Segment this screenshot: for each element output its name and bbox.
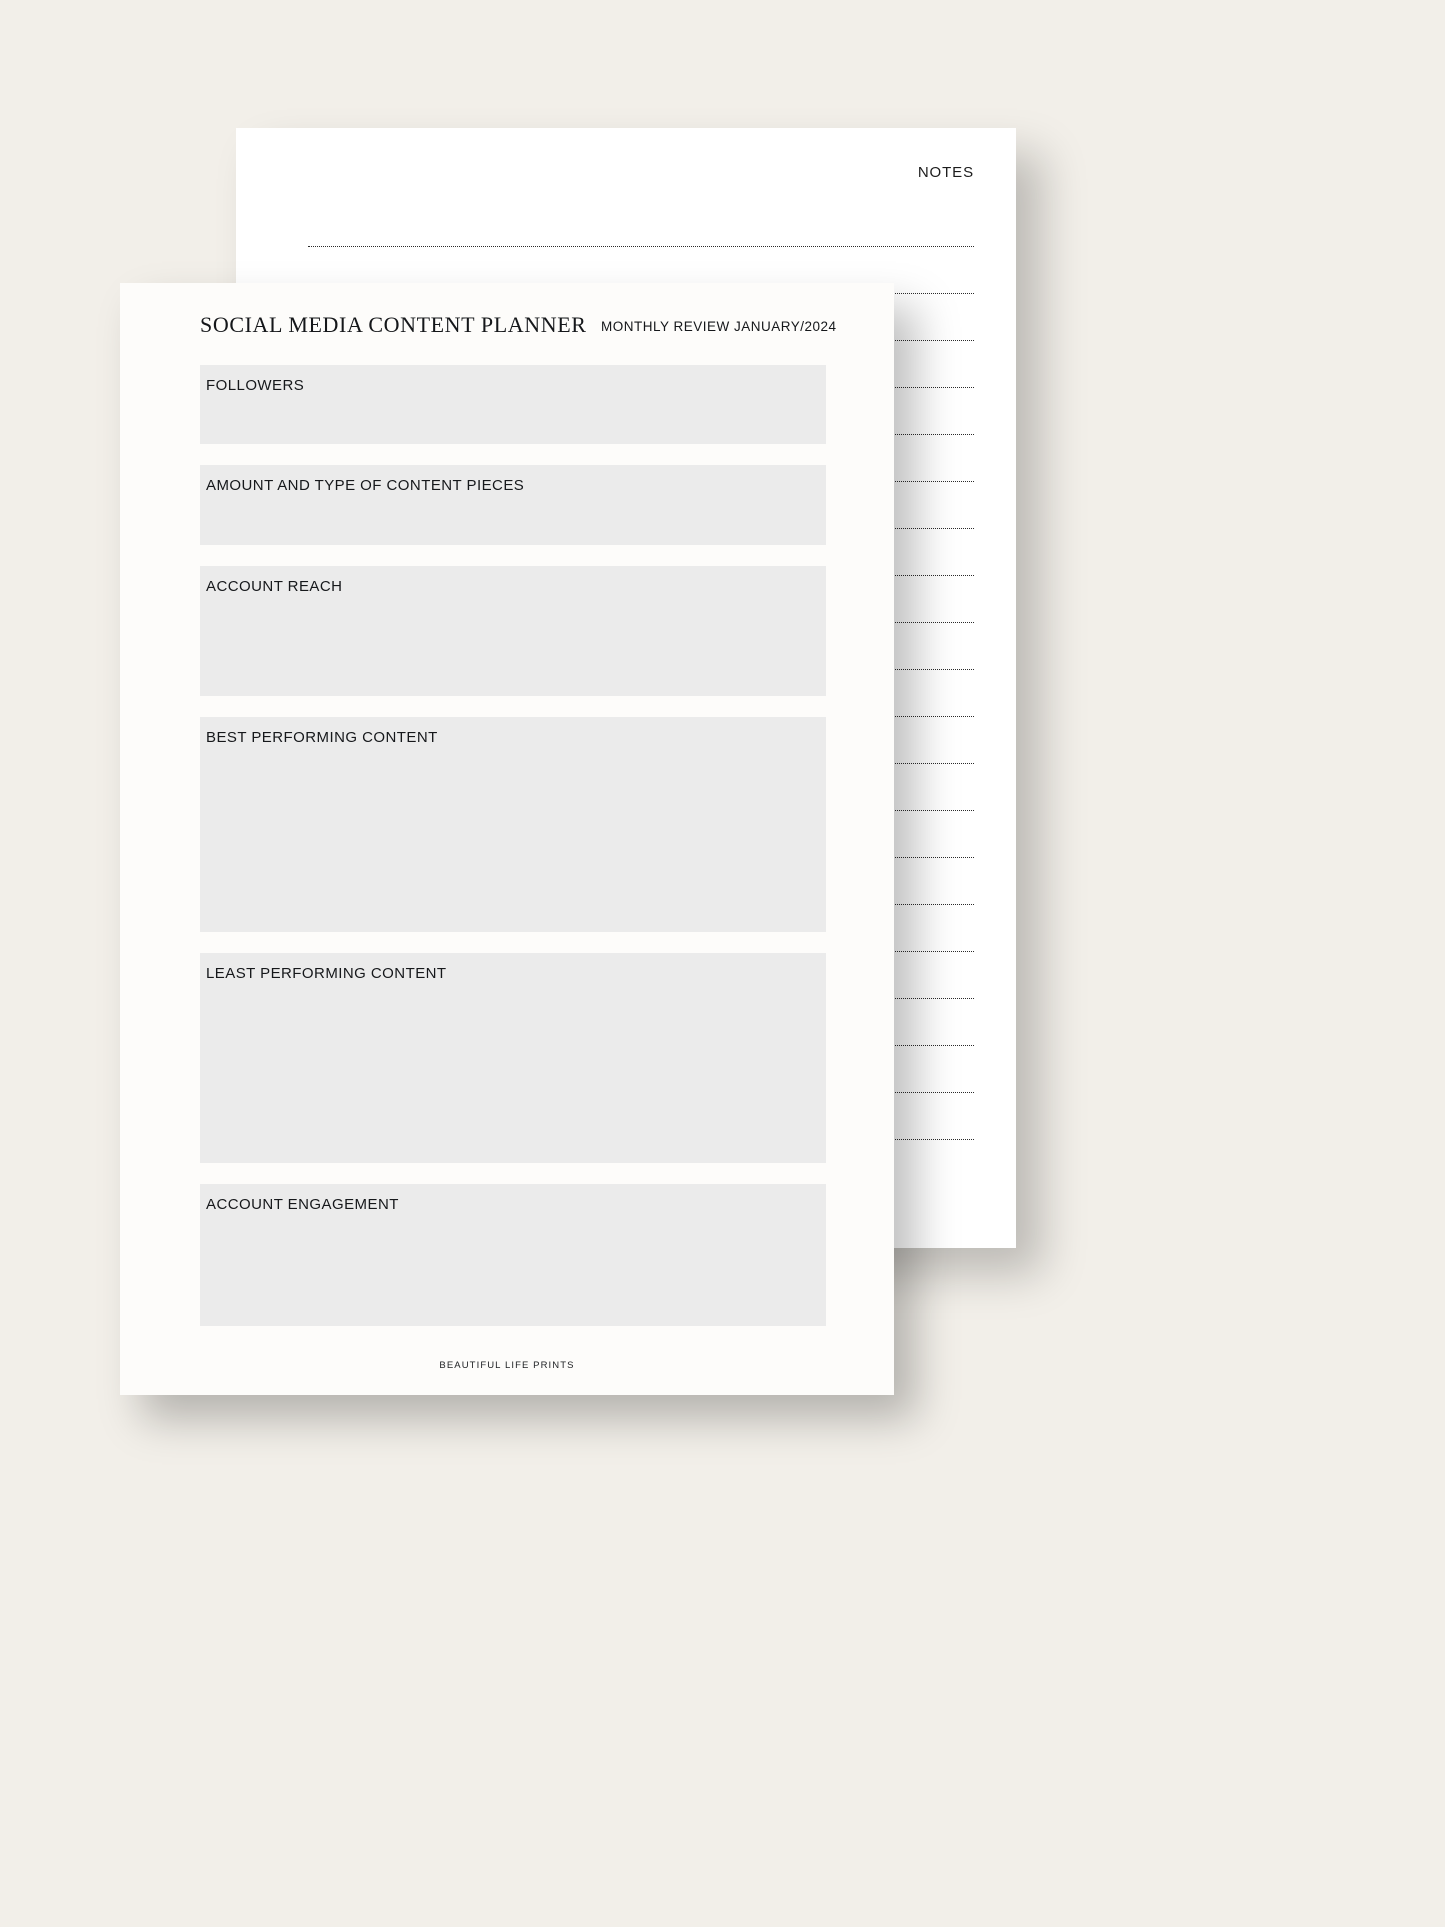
planner-page [120, 283, 894, 1395]
section-field[interactable] [200, 566, 826, 696]
page-footer: BEAUTIFUL LIFE PRINTS [439, 1360, 575, 1371]
page-title: SOCIAL MEDIA CONTENT PLANNER [200, 312, 587, 337]
notes-page-title: NOTES [917, 164, 974, 181]
section-field[interactable] [200, 465, 826, 545]
section-label: ACCOUNT ENGAGEMENT [206, 1196, 399, 1213]
section-field[interactable] [200, 953, 826, 1163]
planner-header [120, 283, 894, 361]
section-label: FOLLOWERS [206, 377, 305, 394]
notes-line [308, 246, 974, 248]
page-subtitle: MONTHLY REVIEW JANUARY/2024 [601, 319, 837, 334]
section-field[interactable] [200, 1184, 826, 1326]
section-label: AMOUNT AND TYPE OF CONTENT PIECES [206, 477, 525, 494]
section-label: LEAST PERFORMING CONTENT [206, 965, 447, 982]
section-field[interactable] [200, 365, 826, 444]
section-list [200, 365, 826, 1347]
section-label: BEST PERFORMING CONTENT [206, 729, 438, 746]
section-field[interactable] [200, 717, 826, 932]
section-label: ACCOUNT REACH [206, 578, 343, 595]
